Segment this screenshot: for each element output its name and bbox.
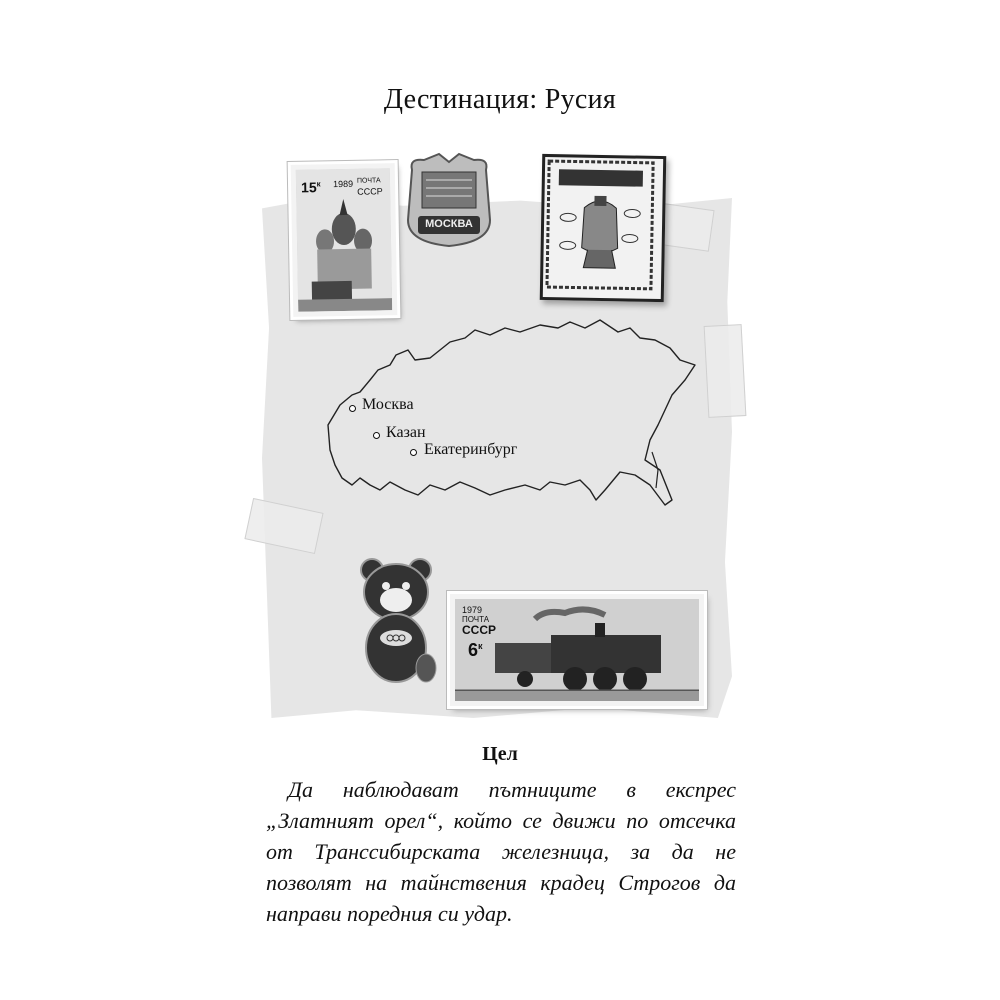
russia-map	[300, 300, 700, 530]
kremlin-stamp	[291, 163, 398, 317]
city-dot-kazan	[373, 432, 380, 439]
city-label-kazan: Казан	[386, 424, 426, 441]
kremlin-stamp-value	[300, 178, 321, 196]
samovar-icon	[543, 157, 657, 293]
moscow-pin-shape	[404, 150, 494, 250]
samovar-stamp	[540, 154, 667, 302]
city-label-yekaterinburg: Екатеринбург	[424, 441, 518, 458]
city-dot-yekaterinburg	[410, 449, 417, 456]
tape-strip	[704, 324, 747, 418]
locomotive-stamp	[450, 594, 704, 706]
olympic-bear-pin	[356, 556, 440, 686]
locomotive-stamp-value-unit: к	[478, 641, 483, 651]
kremlin-stamp-post-label-1: ПОЧТА	[356, 177, 381, 185]
moscow-pin-label: МОСКВА	[425, 218, 473, 230]
goal-text: Да наблюдават пътниците в експрес „Златният орел“, който се движи по отсечка от Транссибирската железница, за да не позволят на тайнствения крадец Строгов да направи поредния си удар.	[266, 777, 736, 926]
bear-icon	[356, 556, 440, 686]
locomotive-stamp-post-label-1: ПОЧТА	[462, 615, 490, 624]
sakhalin-outline	[652, 452, 658, 488]
city-dot-moscow	[349, 405, 356, 412]
steam-locomotive-icon	[455, 599, 699, 701]
kremlin-stamp-value-number: 15	[300, 179, 317, 196]
locomotive-stamp-post-label-2: СССР	[462, 623, 497, 637]
city-label-moscow: Москва	[362, 396, 414, 413]
locomotive-stamp-image	[455, 599, 699, 701]
kremlin-stamp-year: 1989	[332, 178, 354, 190]
kremlin-stamp-post-label-2: СССР	[357, 186, 383, 197]
goal-heading: Цел	[482, 743, 518, 765]
page-title: Дестинация: Русия	[383, 84, 617, 115]
kremlin-stamp-value-unit: к	[316, 179, 321, 189]
locomotive-stamp-year: 1979	[462, 605, 483, 615]
moscow-pin-badge	[404, 150, 494, 250]
locomotive-stamp-value-number: 6	[468, 640, 479, 660]
locomotive-stamp-value	[468, 640, 483, 660]
